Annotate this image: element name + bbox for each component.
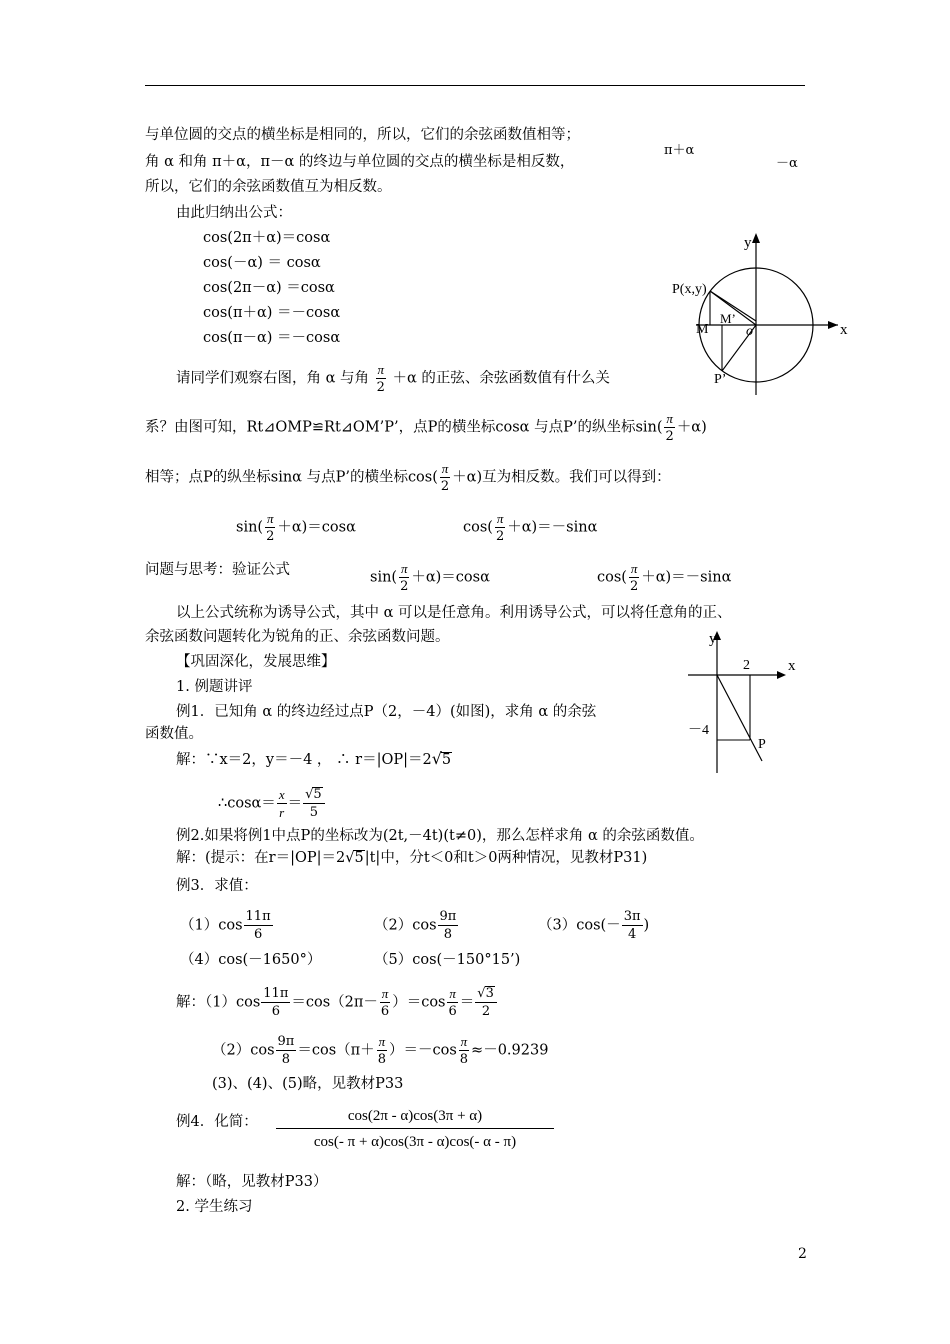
formula: cos(2π－α) ＝cosα: [203, 280, 335, 296]
fraction: $\frac{\pi}{2}$: [440, 461, 450, 494]
text-line: 由此归纳出公式：: [176, 205, 292, 221]
formula: ∴cosα＝ $\frac{x}{r}$ ＝ $\frac{√5}{5}$: [218, 786, 326, 821]
fraction: $\frac{3\pi}{4}$: [623, 909, 641, 942]
fig2-y-label: y: [709, 631, 717, 647]
fraction: $\frac{\pi}{2}$: [495, 511, 505, 544]
formula: sin( $\frac{\pi}{2}$ ＋α)＝cosα: [370, 561, 490, 594]
text-line: 例4．化简：: [176, 1114, 258, 1130]
formula: cos(π＋α) ＝－cosα: [203, 305, 341, 321]
text-line: 问题与思考：验证公式: [145, 562, 290, 578]
text-line: 解：(提示：在r＝|OP|＝2√5|t|中，分t＜0和t＞0两种情况，见教材P31): [176, 850, 648, 866]
fraction: $\frac{9\pi}{8}$: [277, 1034, 295, 1067]
text-line: 函数值。: [145, 726, 203, 742]
ex4-denominator: cos(- π + α)cos(3π - α)cos(- α - π): [313, 1134, 517, 1150]
text-line: 1. 例题讲评: [176, 679, 253, 695]
x-arrow: [828, 321, 838, 329]
formula: cos( $\frac{\pi}{2}$ ＋α)＝－sinα: [463, 511, 598, 544]
side-label: π＋α: [664, 143, 695, 158]
ex4-numerator: cos(2π - α)cos(3π + α): [276, 1106, 554, 1129]
problem: （5）cos(－150°15’): [374, 952, 521, 968]
fraction: $\frac{\pi}{2}$: [629, 561, 639, 594]
fraction: $\frac{√5}{5}$: [303, 786, 325, 821]
text-line: 所以，它们的余弦函数值互为相反数。: [145, 179, 392, 195]
unit-circle-figure: [660, 225, 860, 395]
fraction: $\frac{\pi}{6}$: [448, 986, 457, 1019]
fig1-pp-label: P’: [714, 372, 727, 387]
text-line: 2. 学生练习: [176, 1199, 253, 1215]
page-number: 2: [798, 1246, 807, 1262]
fig2-x-arrow: [777, 671, 786, 679]
text-line: 角 α 和角 π＋α，π－α 的终边与单位圆的交点的横坐标是相反数，: [145, 154, 575, 170]
problem: （2）cos $\frac{9\pi}{8}$: [374, 909, 457, 942]
fraction: $\frac{\pi}{2}$: [665, 411, 674, 444]
fraction: $\frac{x}{r}$: [278, 787, 285, 820]
fig2-terminal-side: [717, 675, 762, 761]
fig1-o-label: o: [746, 324, 753, 339]
fig1-x-label: x: [840, 322, 848, 338]
fraction: $\frac{√3}{2}$: [475, 985, 497, 1020]
fraction: $\frac{\pi}{6}$: [380, 986, 390, 1019]
fraction: $\frac{\pi}{8}$: [377, 1034, 386, 1067]
fig1-y-label: y: [744, 235, 752, 251]
problem: （1）cos $\frac{11\pi}{6}$: [180, 909, 271, 942]
text-line: 解：（略，见教材P33）: [176, 1174, 328, 1190]
problem: （4）cos(－1650°）: [180, 952, 322, 968]
fig2-p-label: P: [758, 737, 766, 752]
formula: sin( $\frac{\pi}{2}$ ＋α)＝cosα: [236, 511, 356, 544]
problem: （3）cos(－ $\frac{3\pi}{4}$ ): [538, 909, 650, 942]
text-line: 解：∵x＝2，y＝－4 ， ∴ r＝|OP|＝2√5: [176, 749, 452, 768]
fraction: $\frac{\pi}{2}$: [376, 362, 385, 395]
fraction: $\frac{\pi}{8}$: [459, 1034, 469, 1067]
y-arrow: [752, 233, 760, 243]
text-line: 系？由图可知，Rt⊿OMP≌Rt⊿OM’P’，点P的横坐标cosα 与点P’的纵坐标sin( $\frac{\pi}{2}$ ＋α): [145, 411, 707, 444]
fig2-x-label: x: [788, 658, 796, 674]
text-line: 请同学们观察右图，角 α 与角 $\frac{\pi}{2}$ ＋α 的正弦、余弦函数值有什么关: [176, 362, 610, 395]
formula: cos(π－α) ＝－cosα: [203, 330, 341, 346]
fig1-mp-label: M’: [720, 311, 736, 326]
fig2-minus4-label: －4: [688, 723, 709, 738]
header-rule: [145, 85, 805, 86]
formula: cos(－α) ＝ cosα: [203, 255, 321, 271]
text-line: (3)、(4)、(5)略，见教材P33: [212, 1076, 404, 1092]
side-label: －α: [776, 156, 798, 171]
ex4-fraction: [276, 1106, 554, 1152]
text-line: 余弦函数问题转化为锐角的正、余弦函数问题。: [145, 629, 450, 645]
formula: cos( $\frac{\pi}{2}$ ＋α)＝－sinα: [597, 561, 732, 594]
fraction: $\frac{11\pi}{6}$: [263, 986, 289, 1019]
text-line: 与单位圆的交点的横坐标是相同的，所以，它们的余弦函数值相等；: [145, 127, 580, 143]
fig1-m-label: M: [696, 322, 709, 337]
text-line: 相等；点P的纵坐标sinα 与点P’的横坐标cos( $\frac{\pi}{2}$ ＋α)互为相反数。我们可以得到：: [145, 461, 671, 494]
text-line: 例1．已知角 α 的终边经过点P（2，－4）(如图)，求角 α 的余弦: [176, 704, 597, 720]
section-heading: 【巩固深化，发展思维】: [176, 654, 336, 670]
text-line: 以上公式统称为诱导公式，其中 α 可以是任意角。利用诱导公式，可以将任意角的正、: [176, 605, 732, 621]
solution: 解：（1）cos $\frac{11\pi}{6}$ ＝cos（2π－ $\frac{\pi}{6}$ ）＝cos $\frac{\pi}{6}$ ＝ $\frac{√3}{2}$: [176, 985, 498, 1020]
fig1-p-label: P(x,y): [672, 282, 707, 297]
fig2-two-label: 2: [743, 658, 750, 673]
fraction: $\frac{\pi}{2}$: [266, 511, 275, 544]
point-p-figure: [680, 625, 820, 775]
fraction: $\frac{\pi}{2}$: [400, 561, 409, 594]
solution: （2）cos $\frac{9\pi}{8}$ ＝cos（π＋ $\frac{\pi}{8}$ ）＝－cos $\frac{\pi}{8}$ ≈－0.9239: [212, 1034, 549, 1067]
text-line: 例3．求值：: [176, 878, 258, 894]
text-line: 例2.如果将例1中点P的坐标改为(2t,－4t)(t≠0)，那么怎样求角 α 的余弦函数值。: [176, 828, 704, 844]
fraction: $\frac{11\pi}{6}$: [245, 909, 271, 942]
fraction: $\frac{9\pi}{8}$: [439, 909, 457, 942]
formula: cos(2π＋α)＝cosα: [203, 230, 331, 246]
